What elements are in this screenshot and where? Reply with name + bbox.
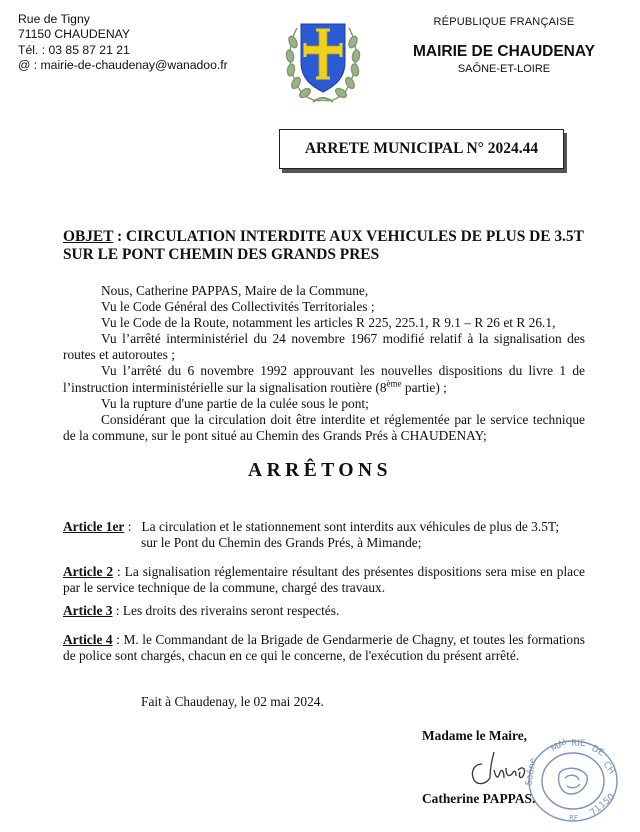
address-city: 71150 CHAUDENAY [18,27,130,42]
svg-text:MAI: MAI [549,737,569,755]
article-separator: : [112,632,124,647]
address-email: @ : mairie-de-chaudenay@wanadoo.fr [18,58,228,73]
signatory-name: Catherine PAPPAS. [422,791,536,806]
address-phone: Tél. : 03 85 87 21 21 [18,42,130,57]
coat-of-arms-cross-icon [283,12,363,107]
decree-subject [63,228,603,264]
article-label: Article 4 [63,632,113,647]
svg-text:Saône: Saône [524,757,539,787]
superscript: ème [386,378,402,389]
article-separator: : [112,603,123,618]
preamble-line: Vu l’arrêté interministériel du 24 novembre 1967 modifié relatif à la signalisation des routes et autoroutes ; [63,331,585,363]
article-text: Les droits des riverains seront respectés. [122,603,340,618]
preamble-line: Vu le Code Général des Collectivités Territoriales ; [101,299,375,315]
preamble-text: partie) ; [401,379,447,395]
sender-address [18,12,228,74]
article-text: sur le Pont du Chemin des Grands Prés, à Mimande; [141,535,422,551]
department-label: SAÔNE-ET-LOIRE [457,63,551,75]
svg-text:CH: CH [600,759,617,777]
article-1 [63,519,585,551]
preamble-line: Vu le Code de la Route, notamment les articles R 225, 225.1, R 9.1 – R 26 et R 26.1, [101,315,556,331]
subject-text: : CIRCULATION INTERDITE AUX VEHICULES DE PLUS DE 3.5T SUR LE PONT CHEMIN DES GRANDS PRES [63,228,584,263]
article-text: La signalisation réglementaire résultant des présentes dispositions sera mise en place par le service technique de la commune, chargé des travaux. [63,564,585,596]
article-4 [63,632,585,664]
article-separator: : [113,564,125,579]
issuer-header [404,16,604,75]
preamble [63,283,585,444]
article-label: Article 2 [63,564,114,579]
handwritten-signature-icon [460,742,550,792]
republic-label: RÉPUBLIQUE FRANÇAISE [433,16,575,28]
subject-label: OBJET [63,228,114,245]
decree-title: ARRETE MUNICIPAL N° 2024.44 [304,140,539,157]
address-street: Rue de Tigny [18,12,90,26]
svg-text:DE: DE [589,743,606,759]
article-label: Article 3 [63,603,113,618]
preamble-line: Considérant que la circulation doit être interdite et réglementée par le service technique de la commune, sur le pont situé au Chemin des Grands Prés à CHAUDENAY; [63,411,585,443]
preamble-line: Nous, Catherine PAPPAS, Maire de la Commune, [101,283,369,298]
signatory-title: Madame le Maire, [422,728,527,743]
signature-block [420,728,620,828]
decree-title-box [279,129,564,169]
svg-text:71150: 71150 [588,792,617,819]
article-label: Article 1er [63,519,125,534]
article-separator: : [124,519,132,534]
svg-text:RF: RF [569,814,578,822]
mairie-name: MAIRIE DE CHAUDENAY [412,43,595,60]
preamble-text: Vu l’arrêté du 6 novembre 1992 approuvant les nouvelles dispositions du livre 1 de l’instruction interministérielle sur la signalisation routière (8 [63,363,585,395]
place-and-date: Fait à Chaudenay, le 02 mai 2024. [141,694,324,709]
preamble-line [63,363,585,395]
article-text: M. le Commandant de la Brigade de Gendarmerie de Chagny, et toutes les formations de police sont chargés, chacun en ce qui le concerne, de l'exécution du présent arrêté. [63,632,585,664]
svg-text:RIE: RIE [571,739,586,749]
article-3 [63,603,585,619]
preamble-line: Vu la rupture d'une partie de la culée sous le pont; [101,395,369,411]
decree-heading: ARRÊTONS [247,460,392,481]
article-text: La circulation et le stationnement sont interdits aux véhicules de plus de 3.5T; [141,519,560,534]
article-2 [63,564,585,596]
